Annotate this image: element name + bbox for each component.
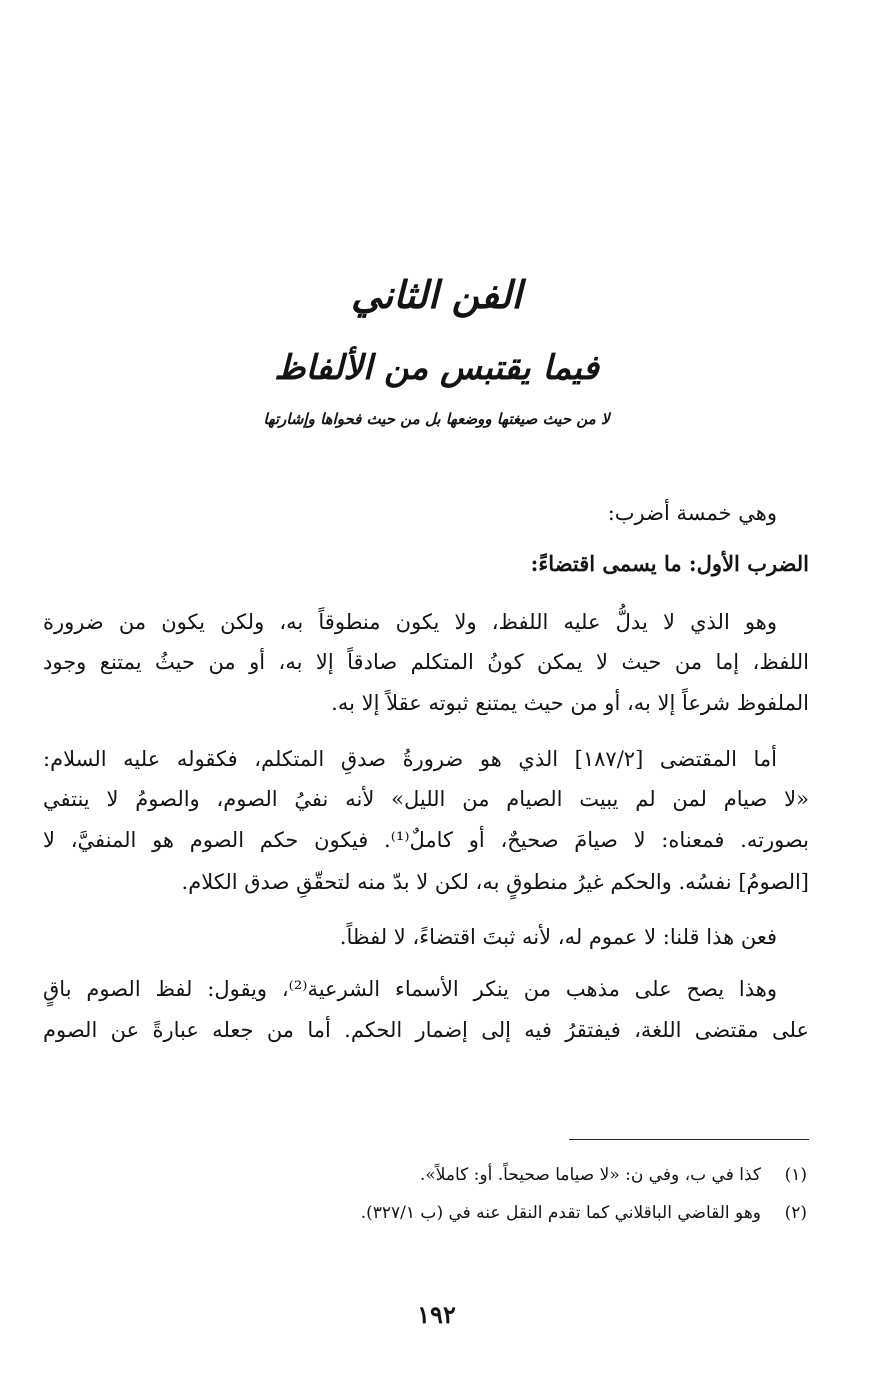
- paragraph-line: فعن هذا قلنا: لا عموم له، لأنه ثبتَ اقتضاءً، لا لفظاً.: [339, 925, 777, 949]
- chapter-title: فيما يقتبس من الألفاظ: [274, 348, 599, 388]
- page-number: ١٩٢: [417, 1300, 456, 1329]
- footnote-number: (٢): [784, 1203, 807, 1223]
- paragraph-line: اللفظ، إما من حيث لا يمكن كونُ المتكلم صادقاً إلا به، أو من حيثُ يمتنع وجود: [43, 650, 809, 674]
- chapter-subtitle: لا من حيث صيغتها ووضعها بل من حيث فحواها وإشارتها: [263, 410, 610, 428]
- intro-line: وهي خمسة أضرب:: [607, 501, 777, 525]
- paragraph-line: وهو الذي لا يدلُّ عليه اللفظ، ولا يكون منطوقاً به، ولكن يكون من ضرورة: [43, 610, 777, 634]
- section-heading: الضرب الأول: ما يسمى اقتضاءً:: [530, 551, 809, 576]
- paragraph-line: [الصومُ] نفسُه. والحكم غيرُ منطوقٍ به، لكن لا بدّ منه لتحقّقِ صدق الكلام.: [181, 870, 809, 894]
- footnote-text: كذا في ب، وفي ن: «لا صياما صحيحاً. أو: كاملاً».: [419, 1165, 761, 1185]
- paragraph-line: أما المقتضى [١٨٧/٢] الذي هو ضرورةُ صدقِ المتكلم، فكقوله عليه السلام:: [43, 747, 777, 771]
- footnote: [361, 1203, 807, 1223]
- footnote-text: وهو القاضي الباقلاني كما تقدم النقل عنه في (ب ٣٢٧/١).: [360, 1203, 761, 1223]
- paragraph-line: بصورته. فمعناه: لا صيامَ صحيحٌ، أو كاملٌ⁽¹⁾. فيكون حكم الصوم هو المنفيَّ، لا: [43, 828, 809, 852]
- footnote-separator: [569, 1139, 809, 1140]
- footnote-number: (١): [784, 1165, 807, 1185]
- part-heading: الفن الثاني: [351, 272, 522, 317]
- paragraph-line: وهذا يصح على مذهب من ينكر الأسماء الشرعية⁽²⁾، ويقول: لفظ الصوم باقٍ: [43, 977, 778, 1001]
- paragraph-line: على مقتضى اللغة، فيفتقرُ فيه إلى إضمار الحكم. أما من جعله عبارةً عن الصوم: [43, 1018, 809, 1042]
- paragraph-line: الملفوظ شرعاً إلا به، أو من حيث يمتنع ثبوته عقلاً إلا به.: [331, 691, 809, 715]
- paragraph-line: «لا صيام لمن لم يبيت الصيام من الليل» لأنه نفيُ الصوم، والصومُ لا ينتفي: [43, 787, 809, 811]
- footnote: [420, 1165, 807, 1185]
